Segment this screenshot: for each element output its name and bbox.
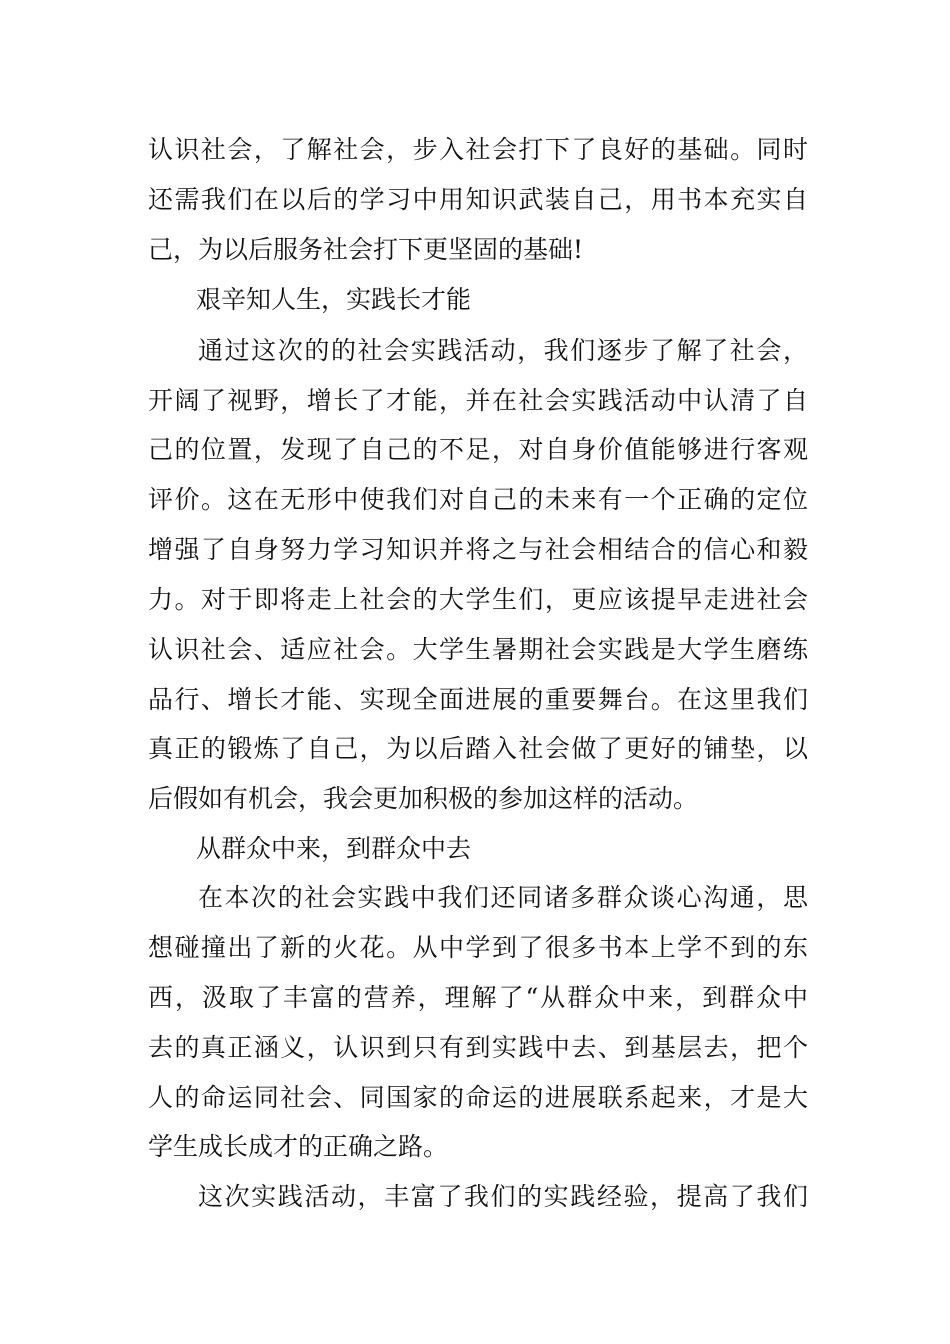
text-line: 评价。这在无形中使我们对自己的未来有一个正确的定位 xyxy=(148,485,808,514)
text-line: 西，汲取了丰富的营养，理解了“从群众中来，到群众中 xyxy=(148,983,808,1012)
text-line: 通过这次的的社会实践活动，我们逐步了解了社会， xyxy=(198,336,808,365)
text-line: 真正的锻炼了自己，为以后踏入社会做了更好的铺垫，以 xyxy=(148,734,808,763)
section-heading: 从群众中来，到群众中去 xyxy=(196,834,472,863)
text-line: 这次实践活动，丰富了我们的实践经验，提高了我们 xyxy=(198,1182,808,1211)
text-line: 己，为以后服务社会打下更坚固的基础! xyxy=(148,235,584,264)
text-line: 认识社会，了解社会，步入社会打下了良好的基础。同时 xyxy=(148,135,808,164)
text-line: 增强了自身努力学习知识并将之与社会相结合的信心和毅 xyxy=(148,535,808,564)
text-line: 人的命运同社会、同国家的命运的进展联系起来，才是大 xyxy=(148,1083,808,1112)
text-line: 还需我们在以后的学习中用知识武装自己，用书本充实自 xyxy=(148,185,808,214)
section-heading: 艰辛知人生，实践长才能 xyxy=(196,285,472,314)
text-line: 己的位置，发现了自己的不足，对自身价值能够进行客观 xyxy=(148,435,808,464)
text-line: 想碰撞出了新的火花。从中学到了很多书本上学不到的东 xyxy=(148,933,808,962)
text-line: 认识社会、适应社会。大学生暑期社会实践是大学生磨练 xyxy=(148,635,808,664)
text-line: 学生成长成才的正确之路。 xyxy=(148,1132,449,1161)
text-line: 开阔了视野，增长了才能，并在社会实践活动中认清了自 xyxy=(148,386,808,415)
text-line: 力。对于即将走上社会的大学生们，更应该提早走进社会 xyxy=(148,585,808,614)
text-line: 去的真正涵义，认识到只有到实践中去、到基层去，把个 xyxy=(148,1033,808,1062)
text-line: 后假如有机会，我会更加积极的参加这样的活动。 xyxy=(148,784,699,813)
text-line: 在本次的社会实践中我们还同诸多群众谈心沟通，思 xyxy=(198,883,808,912)
text-line: 品行、增长才能、实现全面进展的重要舞台。在这里我们 xyxy=(148,685,808,714)
